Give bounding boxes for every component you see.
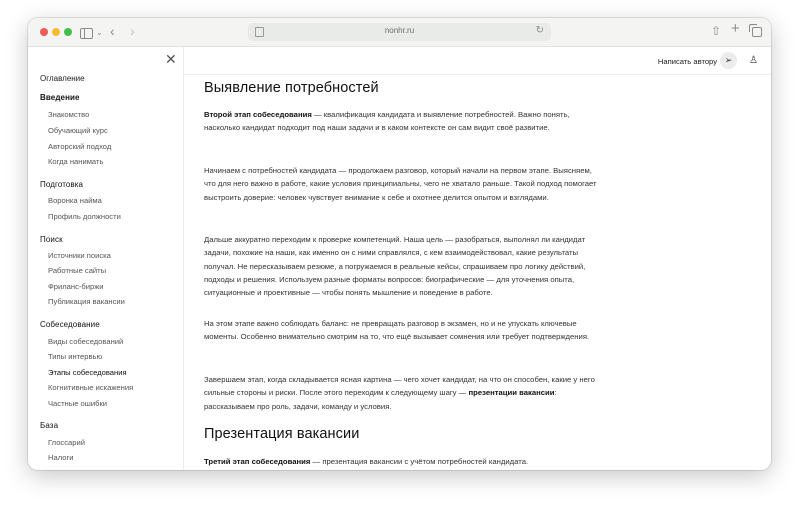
paragraph <box>204 373 599 413</box>
toc-item[interactable]: Авторский подход <box>48 142 112 151</box>
paragraph: Дальше аккуратно переходим к проверке компетенций. Наша цель — разобраться, выполнял ли кандидат задачи, похожие на наши, как именно он с ними справлялся, с кем взаимодействовал, какие результаты получал. Не пересказываем резюме, а погружаемся в реальные кейсы, спрашиваем про логику действий, подходы и решения. Используем разные форматы вопросов: биографические — для уточнения опыта, ситуационные и проективные — чтобы понять мышление и поведение в работе. <box>204 235 586 298</box>
paragraph: Начинаем с потребностей кандидата — продолжаем разговор, который начали на первом этапе. Выясняем, что для него важно в работе, какие условия принципиальны, чего не хватало раньше. Такой подход помогает выстроить доверие: человек чувствует внимание к себе и охотнее делится опытом и взглядами. <box>204 166 597 202</box>
minimize-window-button[interactable] <box>52 28 60 36</box>
forward-button[interactable]: › <box>130 23 135 39</box>
section-heading: Выявление потребностей <box>204 80 379 96</box>
new-tab-icon[interactable]: + <box>731 20 740 37</box>
paragraph-text: : рассказываем про роль, задачи, команду и условия. <box>204 388 557 411</box>
toc-item[interactable]: Профиль должности <box>48 212 121 221</box>
bold-text: Третий этап собеседования <box>204 457 311 466</box>
reload-icon[interactable]: ↻ <box>535 25 544 36</box>
toc-section-preparation[interactable]: Подготовка <box>40 180 84 189</box>
user-icon[interactable]: ♙ <box>749 55 758 66</box>
send-icon[interactable]: ➢ <box>720 52 737 69</box>
url-text[interactable]: nonhr.ru <box>384 26 415 35</box>
toc-item[interactable]: Воронка найма <box>48 196 102 205</box>
toc-item[interactable]: Обучающий курс <box>48 126 108 135</box>
toc-item[interactable]: Типы интервью <box>48 352 103 361</box>
section-heading: Презентация вакансии <box>204 426 360 442</box>
toc-item[interactable]: Глоссарий <box>48 438 85 447</box>
back-button[interactable]: ‹ <box>110 23 115 39</box>
content-header <box>184 47 771 75</box>
toc-item-active[interactable]: Этапы собеседования <box>48 368 127 377</box>
paragraph-text: — квалификация кандидата и выявление потребностей. Важно понять, насколько кандидат подходит под наши задачи и в каком контексте он сам видит своё развитие. <box>204 110 570 133</box>
paragraph <box>204 455 599 468</box>
toc-item[interactable]: Знакомство <box>48 110 90 119</box>
table-of-contents-sidebar <box>28 47 184 470</box>
toc-item[interactable]: Фриланс-биржи <box>48 282 104 291</box>
paragraph-text: Завершаем этап, когда складывается ясная картина — чего хочет кандидат, на что он способен, какие у него сильные стороны и риски. После этого переходим к следующему шагу — <box>204 375 595 398</box>
toc-section-intro[interactable]: Введение <box>40 93 80 102</box>
browser-toolbar <box>28 18 771 47</box>
browser-window <box>28 18 771 470</box>
sidebar-toggle-icon[interactable] <box>80 28 93 39</box>
toc-item[interactable]: Источники поиска <box>48 251 111 260</box>
bold-text: Второй этап собеседования <box>204 110 312 119</box>
address-bar[interactable] <box>248 23 551 41</box>
toc-item[interactable]: Частные ошибки <box>48 399 108 408</box>
tab-overview-icon[interactable] <box>752 27 762 37</box>
maximize-window-button[interactable] <box>64 28 72 36</box>
toc-title[interactable]: Оглавление <box>40 74 85 83</box>
toc-section-interview[interactable]: Собеседование <box>40 320 100 329</box>
toc-section-search[interactable]: Поиск <box>40 235 63 244</box>
bold-text: презентации вакансии <box>468 388 555 398</box>
share-icon[interactable]: ⇧ <box>711 24 722 38</box>
toc-section-base[interactable]: База <box>40 421 59 430</box>
toc-item[interactable]: Налоги <box>48 453 74 462</box>
write-author-link[interactable]: Написать автору <box>657 57 717 66</box>
toc-item[interactable]: Работные сайты <box>48 266 107 275</box>
paragraph <box>204 108 599 135</box>
toc-item[interactable]: Когнитивные искажения <box>48 383 134 392</box>
toc-item[interactable]: Когда нанимать <box>48 157 104 166</box>
toc-item[interactable]: Виды собеседований <box>48 337 124 346</box>
close-window-button[interactable] <box>40 28 48 36</box>
close-sidebar-icon[interactable]: ✕ <box>165 51 177 67</box>
chevron-down-icon[interactable]: ⌄ <box>96 28 103 37</box>
paragraph-text: — презентация вакансии с учётом потребностей кандидата. <box>310 457 529 466</box>
paragraph: На этом этапе важно соблюдать баланс: не превращать разговор в экзамен, но и не упускать ключевые моменты. Особенно внимательно смотрим на то, что ещё вызывает сомнения или требует подтверждения. <box>204 319 590 342</box>
toc-item[interactable]: Публикация вакансии <box>48 297 125 306</box>
